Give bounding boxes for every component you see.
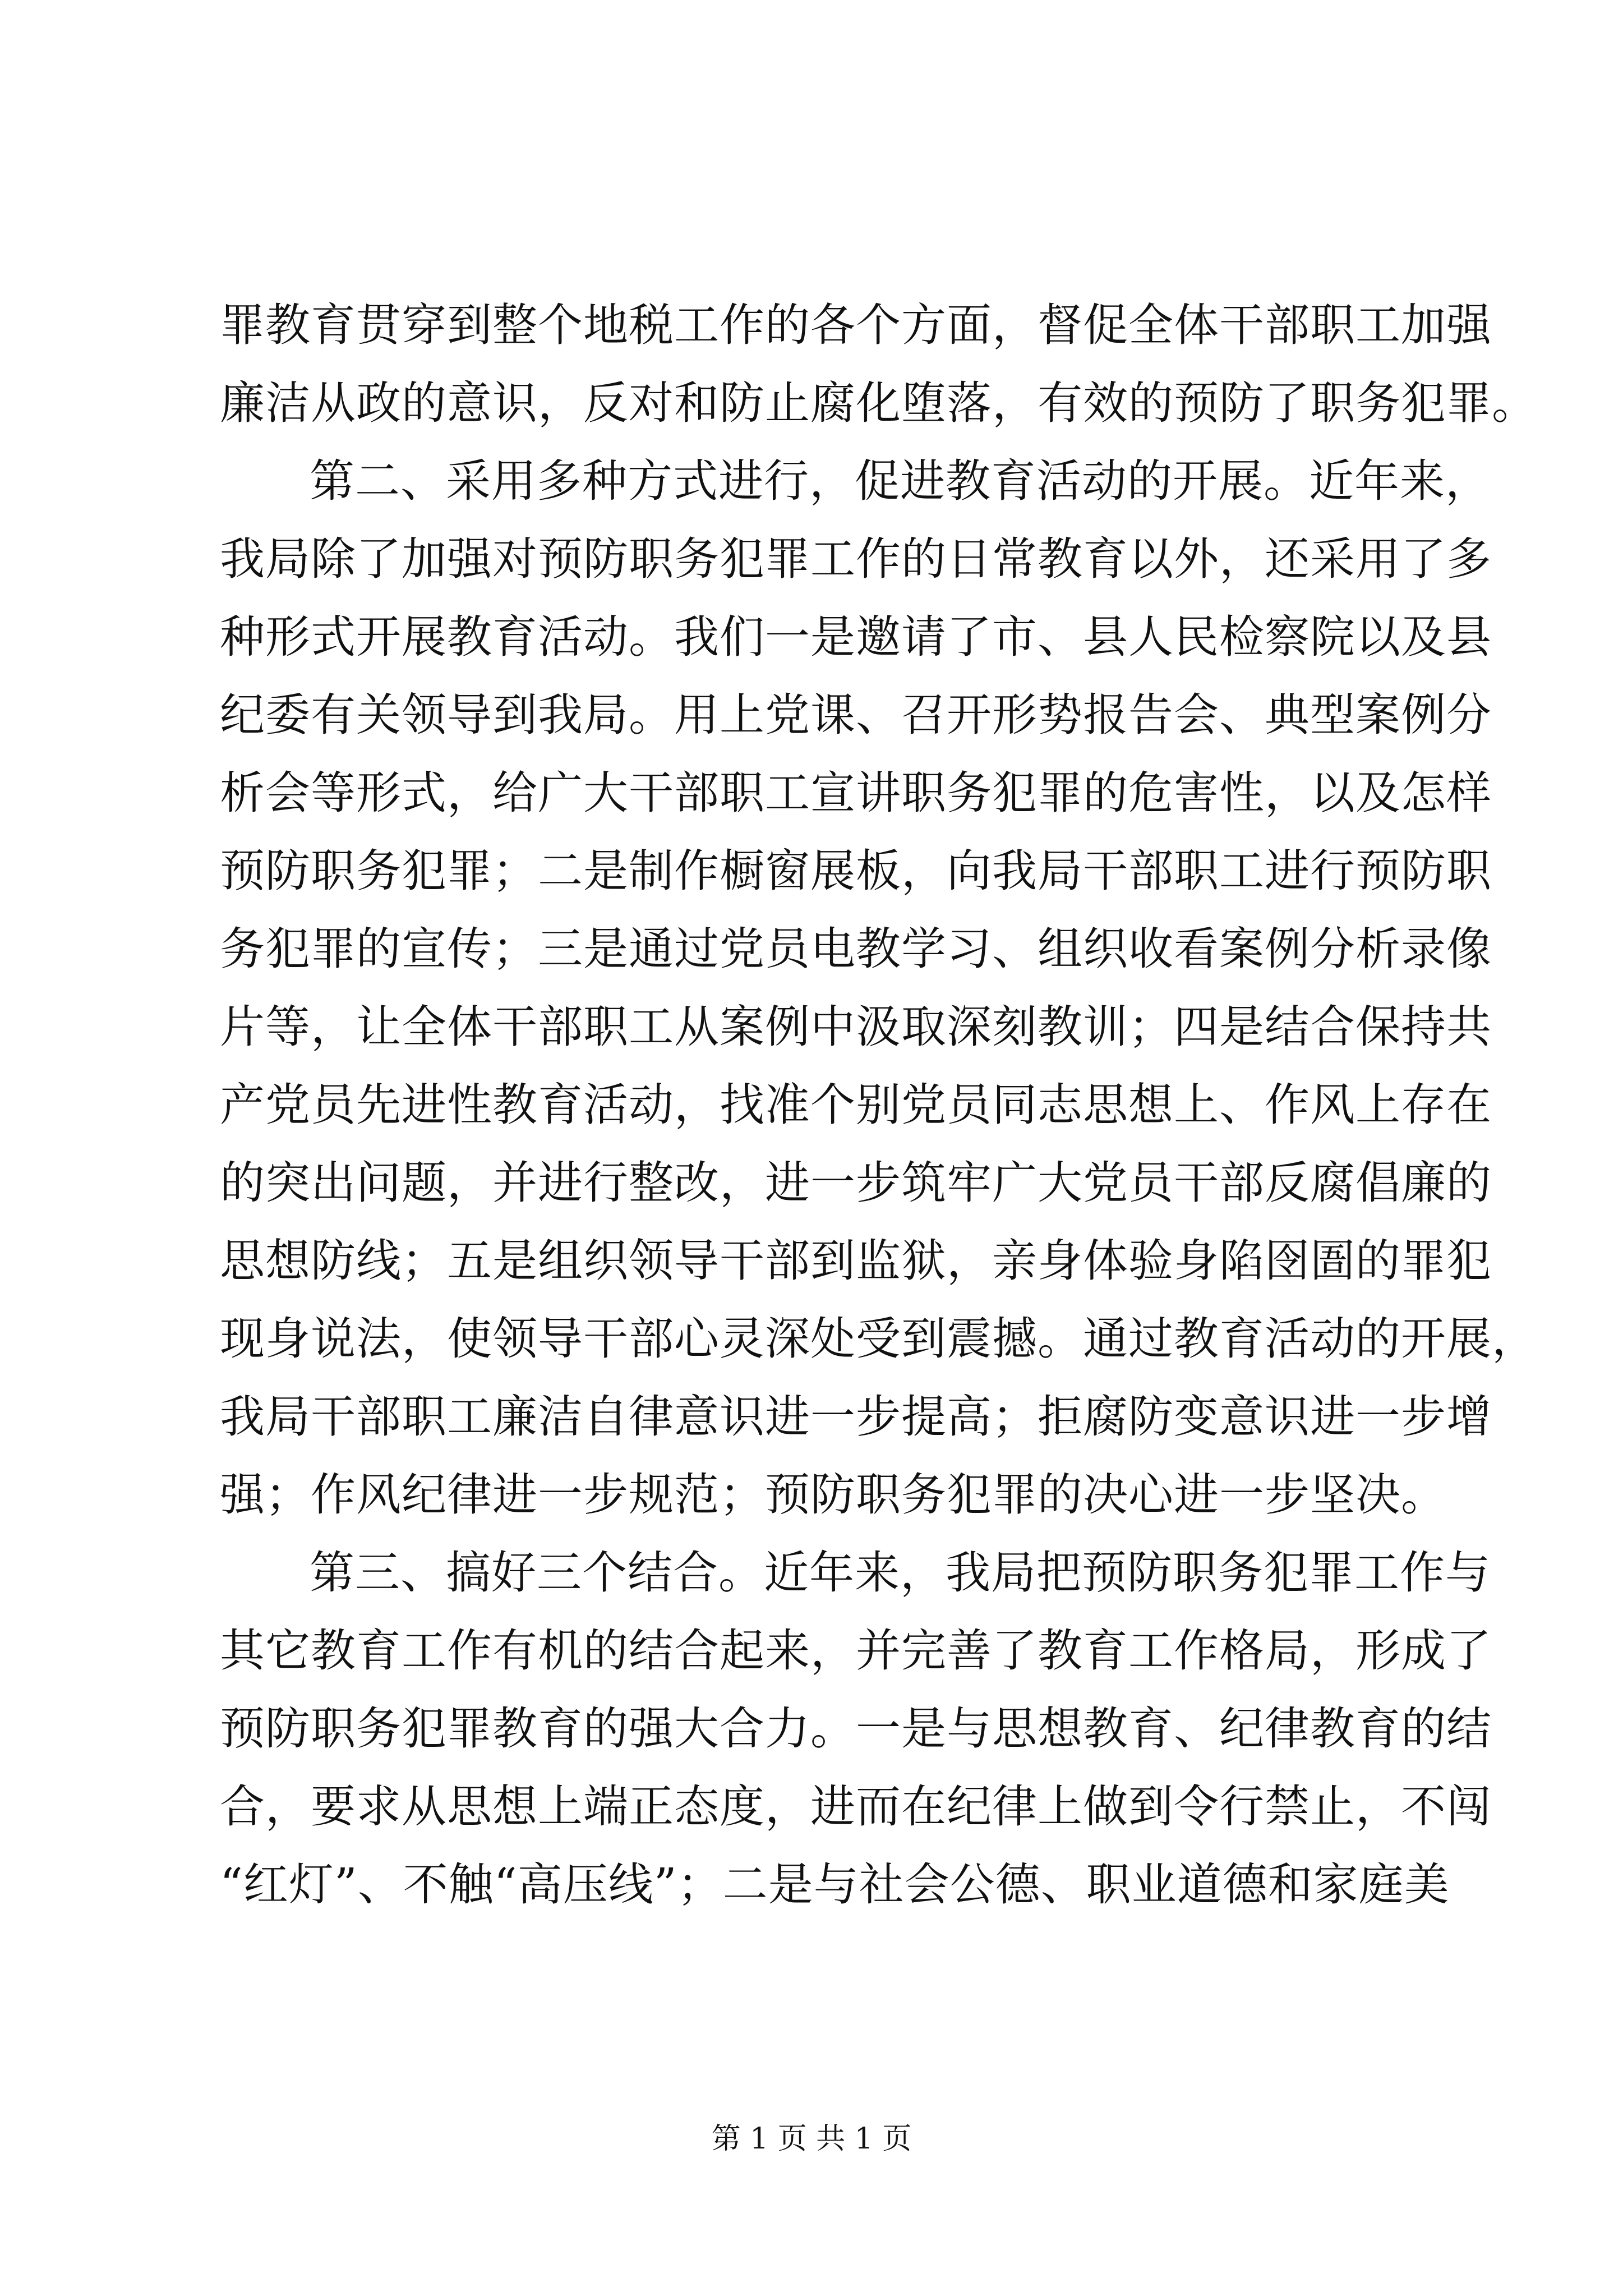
text-line: 种形式开展教育活动。我们一是邀请了市、县人民检察院以及县 bbox=[220, 611, 1492, 663]
text-line: 现身说法，使领导干部心灵深处受到震撼。通过教育活动的开展， bbox=[220, 1313, 1537, 1365]
text-line: 产党员先进性教育活动，找准个别党员同志思想上、作风上存在 bbox=[220, 1079, 1492, 1131]
text-line: 合，要求从思想上端正态度，进而在纪律上做到令行禁止，不闯 bbox=[220, 1780, 1492, 1833]
document-body bbox=[220, 286, 1537, 1924]
page-footer bbox=[0, 2119, 1623, 2159]
text-line: 我局除了加强对预防职务犯罪工作的日常教育以外，还采用了多 bbox=[220, 533, 1492, 585]
text-line: 务犯罪的宣传；三是通过党员电教学习、组织收看案例分析录像 bbox=[220, 923, 1492, 975]
text-line: 的突出问题，并进行整改，进一步筑牢广大党员干部反腐倡廉的 bbox=[220, 1157, 1492, 1209]
text-line: 其它教育工作有机的结合起来，并完善了教育工作格局，形成了 bbox=[220, 1625, 1492, 1677]
text-line: 析会等形式，给广大干部职工宣讲职务犯罪的危害性，以及怎样 bbox=[220, 767, 1492, 819]
text-line: 强；作风纪律进一步规范；预防职务犯罪的决心进一步坚决。 bbox=[220, 1469, 1446, 1521]
text-line: 思想防线；五是组织领导干部到监狱，亲身体验身陷囹圄的罪犯 bbox=[220, 1235, 1492, 1287]
text-line: 廉洁从政的意识，反对和防止腐化堕落，有效的预防了职务犯罪。 bbox=[220, 377, 1537, 429]
text-line: 预防职务犯罪；二是制作橱窗展板，向我局干部职工进行预防职 bbox=[220, 845, 1492, 897]
text-line: “红灯”、不触“高压线”；二是与社会公德、职业道德和家庭美 bbox=[220, 1858, 1450, 1911]
paragraph-start-line: 第二、采用多种方式进行，促进教育活动的开展。近年来， bbox=[310, 455, 1491, 507]
page-number-label: 第 1 页 共 1 页 bbox=[711, 2122, 912, 2156]
text-line: 我局干部职工廉洁自律意识进一步提高；拒腐防变意识进一步增 bbox=[220, 1391, 1492, 1443]
text-line: 纪委有关领导到我局。用上党课、召开形势报告会、典型案例分 bbox=[220, 689, 1492, 741]
text-line: 片等，让全体干部职工从案例中汲取深刻教训；四是结合保持共 bbox=[220, 1001, 1492, 1053]
text-line: 预防职务犯罪教育的强大合力。一是与思想教育、纪律教育的结 bbox=[220, 1703, 1492, 1755]
paragraph-start-line: 第三、搞好三个结合。近年来，我局把预防职务犯罪工作与 bbox=[310, 1547, 1491, 1599]
text-line: 罪教育贯穿到整个地税工作的各个方面，督促全体干部职工加强 bbox=[220, 299, 1492, 351]
